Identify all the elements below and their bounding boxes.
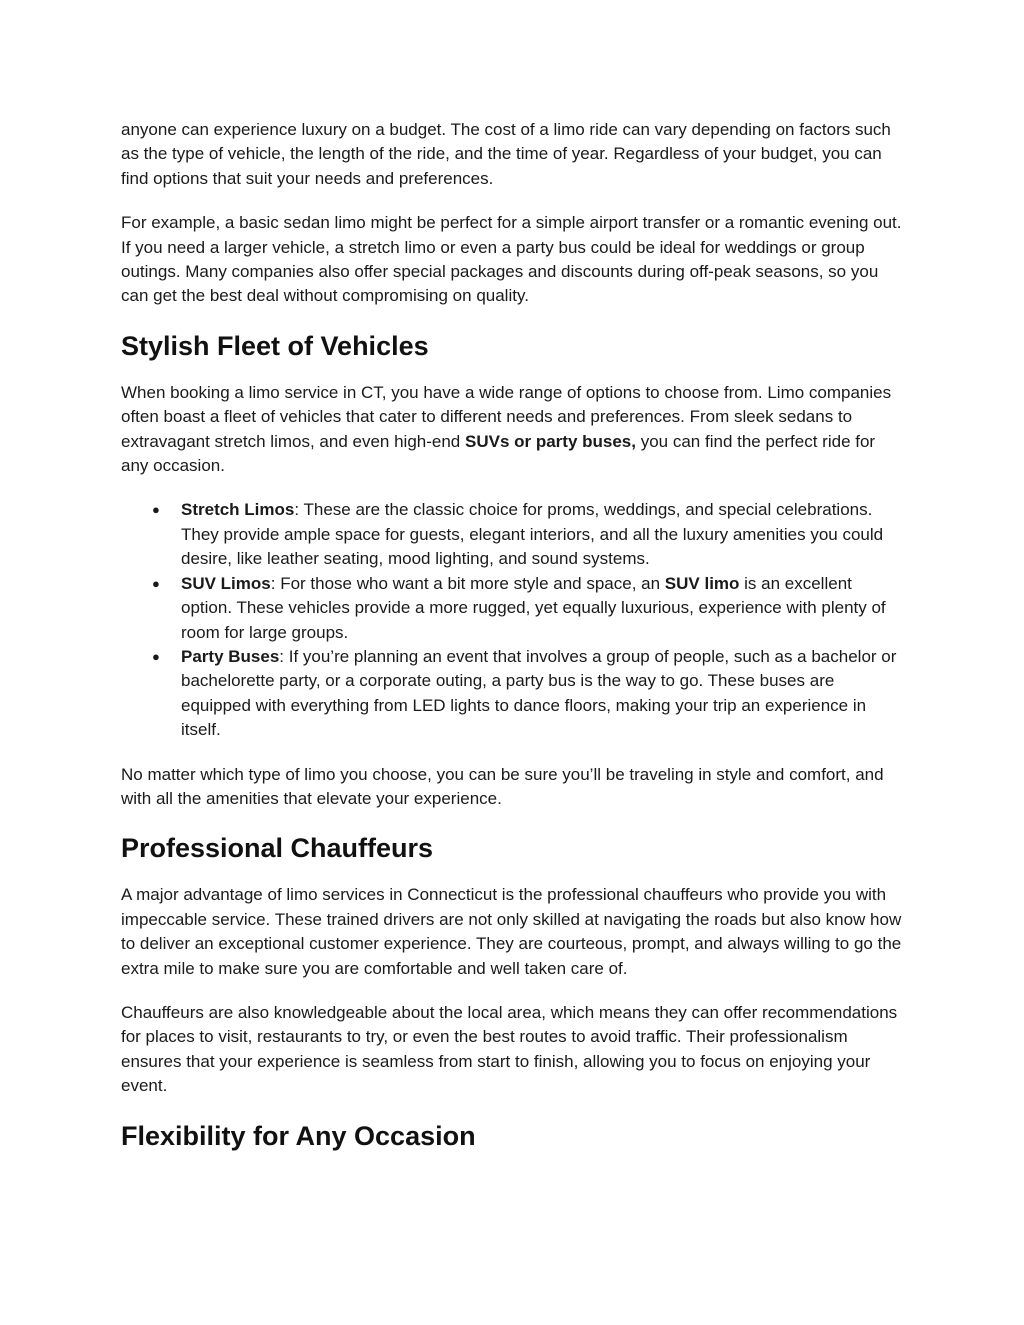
fleet-paragraph-bold: SUVs or party buses, — [464, 431, 636, 451]
fleet-closing-paragraph: No matter which type of limo you choose, you can be sure you’ll be traveling in style and comfort, and with all the amenities that elevate your experience. — [121, 764, 884, 808]
list-item-party-buses — [121, 645, 906, 743]
fleet-paragraph — [121, 381, 906, 479]
list-item-suv-limos — [121, 572, 906, 645]
chauffeurs-paragraph-local: Chauffeurs are also knowledgeable about the local area, which means they can offer recommendations for places to visit, restaurants to try, or even the best routes to avoid traffic. Their professionalism ensures that your experience is seamless from start to finish, allowing you to focus on enjoying your event. — [121, 1002, 898, 1096]
list-item-title: Party Buses — [181, 646, 280, 666]
bullet-icon: ● — [152, 502, 160, 518]
heading-flexibility: Flexibility for Any Occasion — [121, 1120, 476, 1151]
list-item-text: : These are the classic choice for proms, weddings, and special celebrations. They provide ample space for guests, elegant interiors, and all the luxury amenities you could desire, like leather seating, mood lighting, and sound systems. — [181, 500, 884, 569]
document-page — [121, 118, 906, 1153]
heading-professional-chauffeurs: Professional Chauffeurs — [121, 833, 434, 864]
intro-paragraph-example: For example, a basic sedan limo might be perfect for a simple airport transfer or a romantic evening out. If you need a larger vehicle, a stretch limo or even a party bus could be ideal for weddings or group outings. Many companies also offer special packages and discounts during off-peak seasons, so you can get the best deal without compromising on quality. — [121, 213, 902, 306]
list-item-text: : If you’re planning an event that involves a group of people, such as a bachelor or bachelorette party, or a corporate outing, a party bus is the way to go. These buses are equipped with everything from LED lights to dance floors, making your trip an experience in itself. — [181, 646, 897, 740]
list-item-title: SUV Limos — [181, 573, 271, 593]
list-item-inline-bold: SUV limo — [664, 573, 740, 593]
list-item-text: : For those who want a bit more style and space, an — [270, 573, 665, 593]
fleet-paragraph-text-end: you can find the perfect ride for any occasion. — [121, 431, 876, 476]
bullet-icon: ● — [152, 575, 160, 591]
list-item-title: Stretch Limos — [181, 500, 295, 520]
chauffeurs-paragraph-advantage: A major advantage of limo services in Connecticut is the professional chauffeurs who provide you with impeccable service. These trained drivers are not only skilled at navigating the roads but also know how to deliver an exceptional customer experience. They are courteous, prompt, and always willing to go the extra mile to make sure you are comfortable and well taken care of. — [121, 885, 902, 978]
heading-stylish-fleet: Stylish Fleet of Vehicles — [121, 330, 429, 361]
intro-paragraph-budget: anyone can experience luxury on a budget. The cost of a limo ride can vary depending on factors such as the type of vehicle, the length of the ride, and the time of year. Regardless of your budget, you can find options that suit your needs and preferences. — [121, 120, 891, 188]
list-item-stretch-limos — [121, 498, 906, 571]
fleet-paragraph-text: When booking a limo service in CT, you have a wide range of options to choose from. Limo companies often boast a fleet of vehicles that cater to different needs and preferences. From sleek sedans to extravagant stretch limos, and even high-end — [121, 382, 892, 451]
bullet-icon: ● — [152, 648, 160, 664]
list-item-text-end: is an excellent option. These vehicles provide a more rugged, yet equally luxurious, experience with plenty of room for large groups. — [181, 573, 886, 642]
vehicle-list — [121, 498, 906, 742]
